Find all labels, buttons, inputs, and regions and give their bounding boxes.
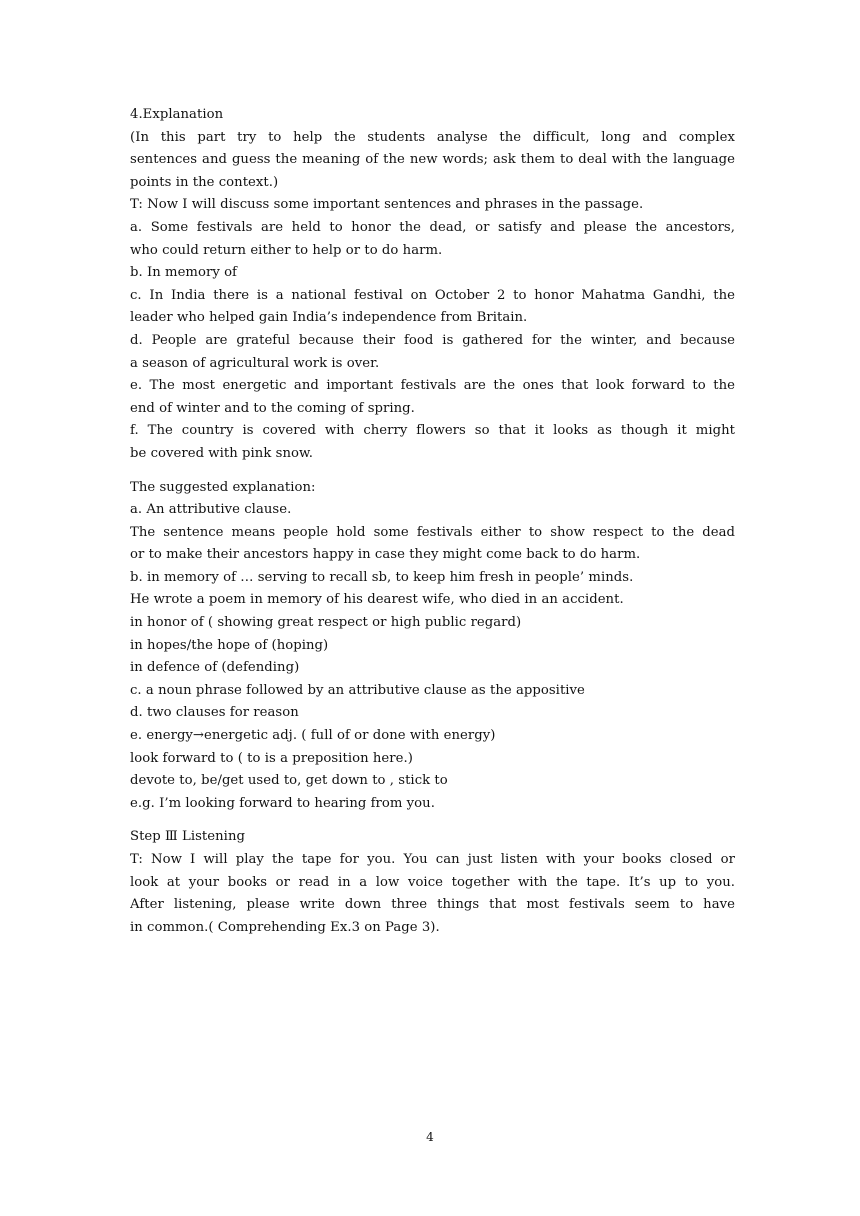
text-line: He wrote a poem in memory of his dearest wife, who died in an accident. [130, 592, 624, 608]
text-line: The sentence means people hold some festivals either to show respect to the dead [130, 524, 735, 540]
text-line: e.g. I’m looking forward to hearing from you. [130, 795, 435, 811]
text-line: After listening, please write down three things that most festivals seem to have [130, 897, 735, 913]
section-gap [130, 815, 735, 826]
text-line: f. The country is covered with cherry flowers so that it looks as though it might [130, 423, 735, 439]
text-line: c. In India there is a national festival on October 2 to honor Mahatma Gandhi, the [130, 287, 735, 303]
document-page [130, 104, 735, 939]
text-line: in hopes/the hope of (hoping) [130, 637, 329, 653]
section-heading: Step Ⅲ Listening [130, 829, 245, 845]
text-line: leader who helped gain India’s independence from Britain. [130, 310, 528, 326]
text-line: devote to, be/get used to, get down to , stick to [130, 773, 448, 789]
text-line: in defence of (defending) [130, 660, 300, 676]
text-line: a season of agricultural work is over. [130, 355, 380, 371]
text-line: look forward to ( to is a preposition here.) [130, 750, 413, 766]
text-line: a. Some festivals are held to honor the dead, or satisfy and please the ancestors, [130, 219, 735, 235]
section-gap [130, 466, 735, 477]
text-line: T: Now I will discuss some important sentences and phrases in the passage. [130, 197, 644, 213]
text-line: d. two clauses for reason [130, 705, 299, 721]
text-line: or to make their ancestors happy in case they might come back to do harm. [130, 547, 641, 563]
text-line: sentences and guess the meaning of the new words; ask them to deal with the language [130, 152, 735, 168]
text-line: a. An attributive clause. [130, 502, 292, 518]
text-line: d. People are grateful because their food is gathered for the winter, and because [130, 332, 735, 348]
text-line: e. energy→energetic adj. ( full of or done with energy) [130, 728, 496, 744]
text-line: look at your books or read in a low voice together with the tape. It’s up to you. [130, 874, 735, 890]
page-number: 4 [426, 1130, 434, 1144]
text-line: who could return either to help or to do harm. [130, 242, 443, 258]
section-heading: 4.Explanation [130, 107, 224, 122]
text-line: (In this part try to help the students analyse the difficult, long and complex [130, 129, 735, 145]
text-line: in common.( Comprehending Ex.3 on Page 3). [130, 919, 440, 935]
text-line: in honor of ( showing great respect or high public regard) [130, 615, 522, 631]
section-listening [130, 826, 735, 939]
text-line: points in the context.) [130, 174, 279, 190]
text-line: end of winter and to the coming of spring. [130, 400, 415, 416]
section-suggested-explanation [130, 477, 735, 816]
text-line: b. in memory of … serving to recall sb, to keep him fresh in people’ minds. [130, 569, 634, 585]
section-explanation [130, 104, 735, 466]
text-line: T: Now I will play the tape for you. You can just listen with your books closed or [130, 852, 735, 867]
text-line: b. In memory of [130, 265, 237, 281]
text-line: c. a noun phrase followed by an attributive clause as the appositive [130, 682, 585, 698]
text-line: be covered with pink snow. [130, 445, 313, 461]
section-heading: The suggested explanation: [130, 479, 316, 495]
text-line: e. The most energetic and important festivals are the ones that look forward to the [130, 378, 735, 394]
